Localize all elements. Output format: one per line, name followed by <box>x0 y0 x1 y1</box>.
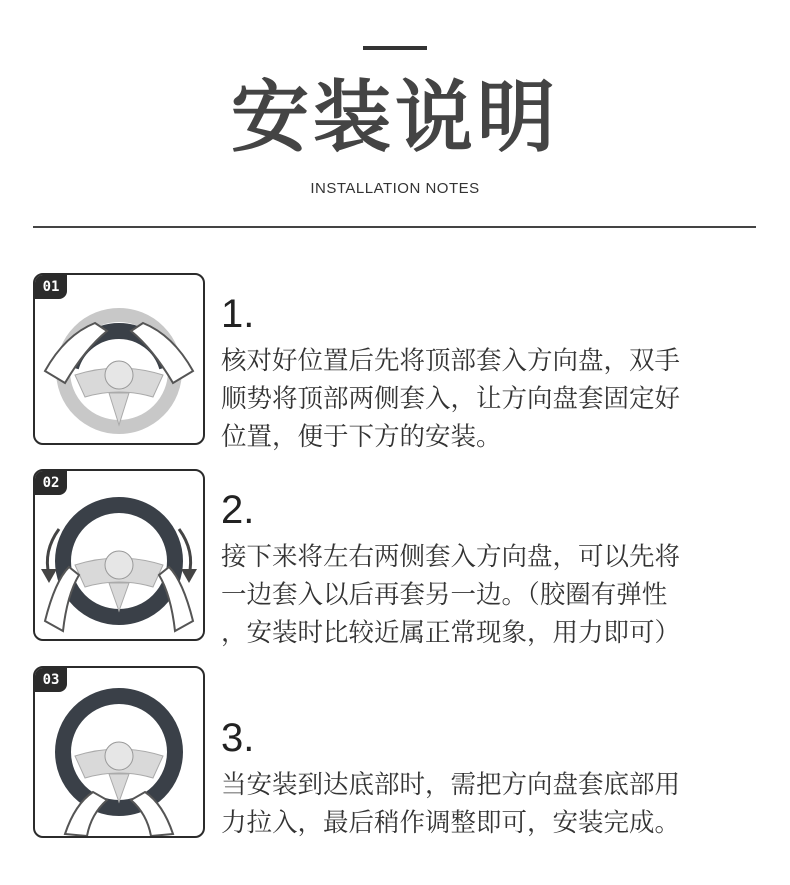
steering-wheel-bottom-icon <box>35 668 203 836</box>
step-badge: 01 <box>35 275 67 299</box>
step-description: 当安装到达底部时，需把方向盘套底部用 力拉入，最后稍作调整即可，安装完成。 <box>221 770 681 838</box>
step-description: 接下来将左右两侧套入方向盘，可以先将 一边套入以后再套另一边。（胶圈有弹性 ，安装时比较近属正常现象，用力即可） <box>221 542 681 648</box>
step-description: 核对好位置后先将顶部套入方向盘，双手 顺势将顶部两侧套入，让方向盘套固定好 位置，便于下方的安装。 <box>221 346 681 452</box>
step-1-illustration <box>33 273 205 445</box>
step-number: 1. <box>221 292 255 336</box>
step-number: 2. <box>221 488 255 532</box>
steering-wheel-sides-icon <box>35 471 203 639</box>
page-subtitle: INSTALLATION NOTES <box>310 180 480 197</box>
steering-wheel-top-icon <box>35 275 203 443</box>
step-3-illustration <box>33 666 205 838</box>
step-badge: 03 <box>35 668 67 692</box>
step-3-text <box>221 716 761 842</box>
step-1-text <box>221 292 761 456</box>
title-accent-bar <box>363 46 427 50</box>
step-2-illustration <box>33 469 205 641</box>
step-number: 3. <box>221 716 255 760</box>
header-divider <box>33 226 756 228</box>
step-badge: 02 <box>35 471 67 495</box>
step-2-text <box>221 488 761 652</box>
page-title: 安装说明 <box>230 73 559 163</box>
